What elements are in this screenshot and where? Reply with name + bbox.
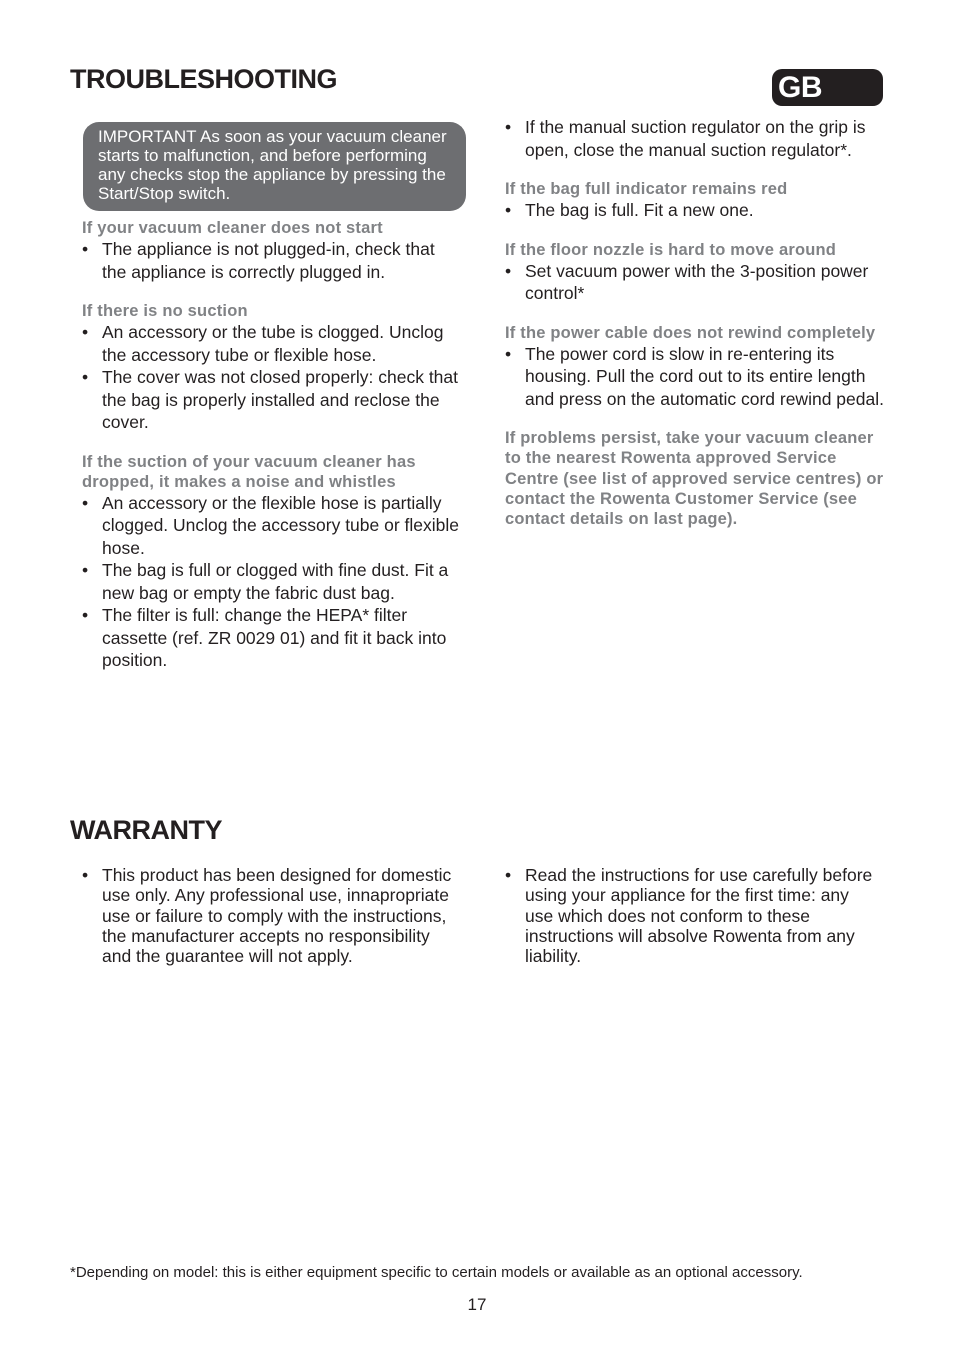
section-heading: If the power cable does not rewind completely: [505, 323, 876, 342]
bullet-list: [505, 199, 885, 222]
list-item: • The filter is full: change the HEPA* filter cassette (ref. ZR 0029 01) and fit it back into position.: [82, 604, 462, 672]
bullet-list: [82, 865, 452, 966]
bullet-list: [505, 116, 885, 161]
list-item: • The cover was not closed properly: check that the bag is properly installed and reclose the cover.: [82, 366, 462, 434]
troubleshooting-left-column: [82, 218, 462, 672]
troubleshooting-title: TROUBLESHOOTING: [70, 64, 337, 94]
warranty-title: WARRANTY: [70, 815, 222, 845]
list-item: • An accessory or the flexible hose is partially clogged. Unclog the accessory tube or flexible hose.: [82, 492, 462, 560]
section-heading: If the floor nozzle is hard to move around: [505, 240, 837, 259]
language-tab: GB: [772, 69, 883, 106]
bullet-list: [82, 238, 462, 283]
list-item: • The power cord is slow in re-entering its housing. Pull the cord out to its entire length and press on the automatic cord rewind pedal.: [505, 343, 885, 411]
list-item: • Set vacuum power with the 3-position power control*: [505, 260, 885, 305]
list-item: • Read the instructions for use carefully before using your appliance for the first time: any use which does not conform to these instructions will absolve Rowenta from any liability.: [505, 865, 880, 966]
list-item: • The bag is full. Fit a new one.: [505, 199, 885, 222]
warranty-left-column: [82, 865, 452, 966]
bullet-list: [82, 492, 462, 672]
bullet-list: [505, 260, 885, 305]
list-item: • The appliance is not plugged-in, check that the appliance is correctly plugged in.: [82, 238, 462, 283]
list-item: • The bag is full or clogged with fine dust. Fit a new bag or empty the fabric dust bag.: [82, 559, 462, 604]
footnote: *Depending on model: this is either equipment specific to certain models or available as an optional accessory.: [70, 1264, 803, 1281]
list-item: • If the manual suction regulator on the grip is open, close the manual suction regulator*.: [505, 116, 885, 161]
section-heading: If there is no suction: [82, 302, 248, 320]
list-item: • This product has been designed for domestic use only. Any professional use, innapropriate use or failure to comply with the instructions, the manufacturer accepts no responsibility and the guarantee will not apply.: [82, 865, 452, 966]
warranty-right-column: [505, 865, 880, 966]
section-heading: If the bag full indicator remains red: [505, 180, 788, 198]
important-notice: IMPORTANT As soon as your vacuum cleaner starts to malfunction, and before performing any checks stop the appliance by pressing the Start/Stop switch.: [83, 122, 466, 211]
bullet-list: [505, 865, 880, 966]
persist-note: If problems persist, take your vacuum cleaner to the nearest Rowenta approved Service Centre (see list of approved service centres) or contact the Rowenta Customer Service (see contact details on last page).: [505, 429, 884, 529]
troubleshooting-right-column: [505, 116, 885, 529]
bullet-list: [505, 343, 885, 411]
bullet-list: [82, 321, 462, 434]
page-number: 17: [467, 1295, 487, 1314]
section-heading: If the suction of your vacuum cleaner has dropped, it makes a noise and whistles: [82, 452, 416, 491]
section-heading: If your vacuum cleaner does not start: [82, 219, 383, 237]
list-item: • An accessory or the tube is clogged. Unclog the accessory tube or flexible hose.: [82, 321, 462, 366]
